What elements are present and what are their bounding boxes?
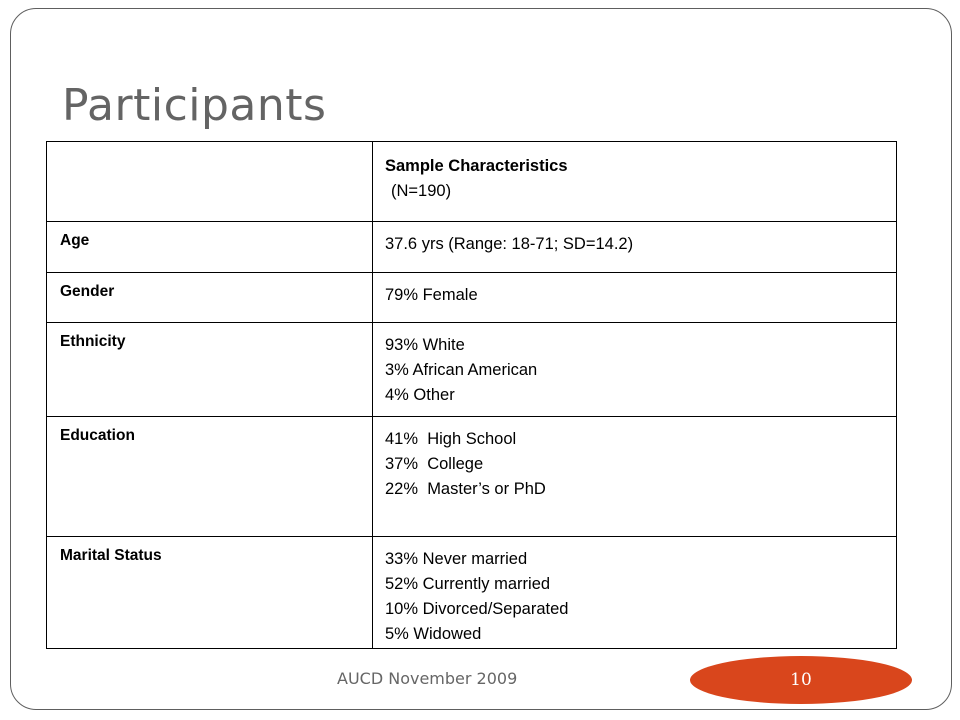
value-line: 37% College — [385, 455, 484, 473]
row-label: Marital Status — [47, 537, 373, 649]
slide-footer: AUCD November 2009 — [337, 669, 518, 688]
header-cell — [373, 142, 897, 222]
page-number: 10 — [790, 670, 812, 690]
value-line: 33% Never married — [385, 550, 528, 568]
table-row — [47, 537, 897, 649]
row-label: Gender — [47, 273, 373, 323]
value-line: 10% Divorced/Separated — [385, 600, 569, 618]
value-line: 41% High School — [385, 430, 517, 448]
row-label: Age — [47, 222, 373, 273]
row-value — [373, 537, 897, 649]
value-line: 22% Master’s or PhD — [385, 480, 546, 498]
row-value — [373, 222, 897, 273]
row-label: Ethnicity — [47, 323, 373, 417]
value-line: 37.6 yrs (Range: 18-71; SD=14.2) — [385, 235, 634, 253]
value-line: 93% White — [385, 336, 465, 354]
table-header-row — [47, 142, 897, 222]
header-empty-cell — [47, 142, 373, 222]
slide-title: Participants — [62, 80, 327, 131]
row-label: Education — [47, 417, 373, 537]
value-line: 79% Female — [385, 286, 478, 304]
header-subtitle: (N=190) — [391, 182, 452, 200]
row-value — [373, 417, 897, 537]
table-row — [47, 273, 897, 323]
page-number-badge — [690, 656, 912, 704]
value-line: 52% Currently married — [385, 575, 551, 593]
header-title: Sample Characteristics — [385, 157, 568, 175]
value-line: 3% African American — [385, 361, 538, 379]
row-value — [373, 323, 897, 417]
table-row — [47, 323, 897, 417]
sample-characteristics-table — [46, 141, 897, 649]
table-row — [47, 417, 897, 537]
value-line: 5% Widowed — [385, 625, 482, 643]
table-row — [47, 222, 897, 273]
value-line: 4% Other — [385, 386, 455, 404]
row-value — [373, 273, 897, 323]
